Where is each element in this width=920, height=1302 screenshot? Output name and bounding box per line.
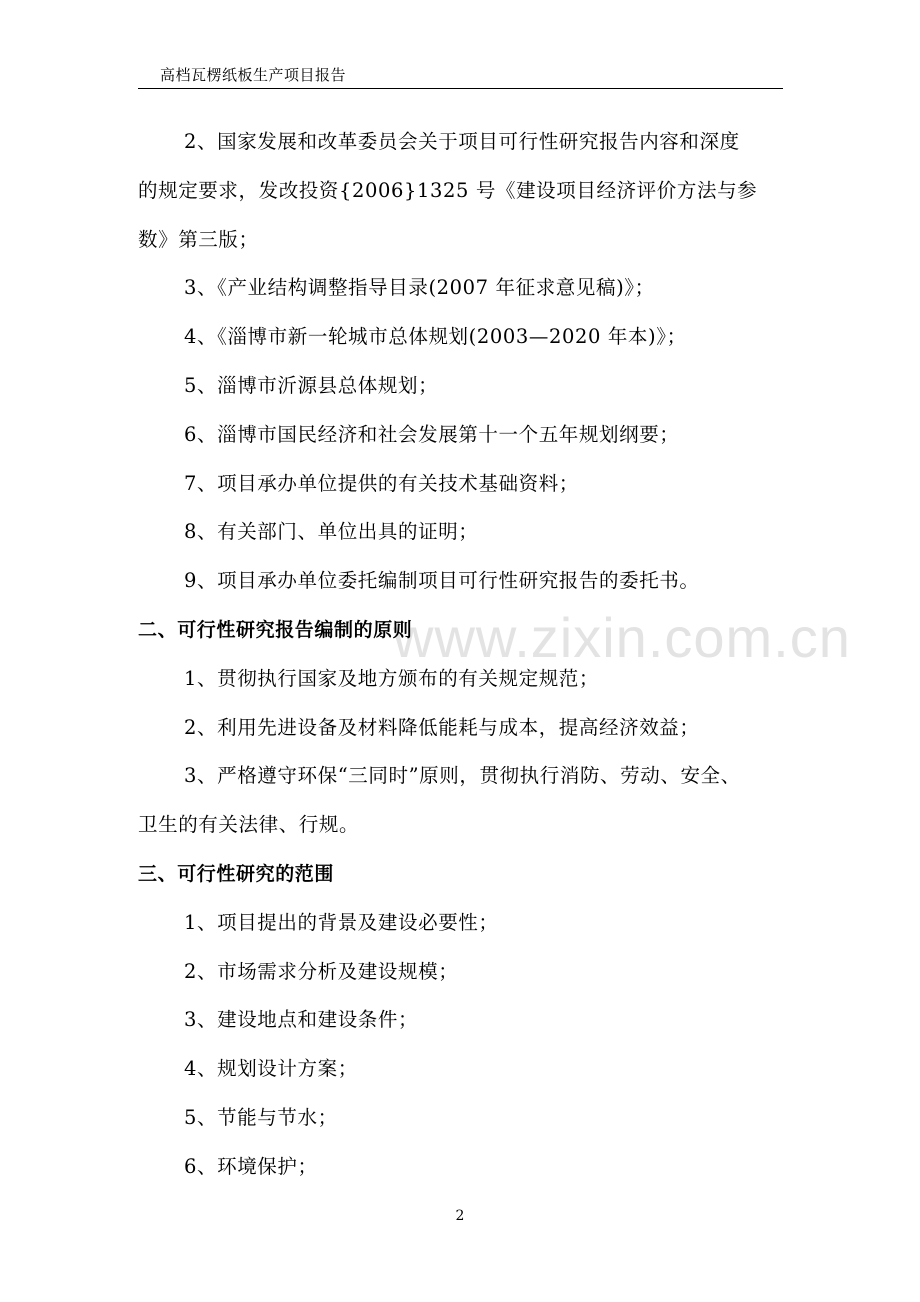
principle-item-2: 2、利用先进设备及材料降低能耗与成本，提高经济效益； (184, 715, 700, 739)
running-header: 高档瓦楞纸板生产项目报告 (160, 66, 347, 84)
scope-item-4: 4、规划设计方案； (184, 1057, 358, 1081)
basis-item-7: 7、项目承办单位提供的有关技术基础资料； (184, 471, 579, 495)
basis-item-3: 3、《产业结构调整指导目录(2007 年征求意见稿)》； (184, 276, 655, 300)
header-divider (138, 88, 783, 89)
page-number: 2 (455, 1208, 465, 1224)
basis-item-2-line2: 的规定要求，发改投资{2006}1325 号《建设项目经济评价方法与参 (138, 178, 758, 202)
principle-item-3-line1: 3、严格遵守环保“三同时”原则，贯彻执行消防、劳动、安全、 (184, 764, 741, 788)
scope-item-5: 5、节能与节水； (184, 1105, 338, 1129)
principle-item-3-line2: 卫生的有关法律、行规。 (138, 813, 360, 837)
principle-item-1: 1、贯彻执行国家及地方颁布的有关规定规范； (184, 666, 600, 690)
watermark: www.zixin.com.cn (393, 606, 851, 669)
basis-item-8: 8、有关部门、单位出具的证明； (184, 520, 479, 544)
basis-item-9: 9、项目承办单位委托编制项目可行性研究报告的委托书。 (184, 569, 700, 593)
basis-item-2-line3: 数》第三版； (138, 227, 259, 251)
scope-item-2: 2、市场需求分析及建设规模； (184, 959, 459, 983)
basis-item-4: 4、《淄博市新一轮城市总体规划(2003—2020 年本)》； (184, 325, 687, 349)
section-heading-scope: 三、可行性研究的范围 (138, 862, 335, 885)
scope-item-1: 1、项目提出的背景及建设必要性； (184, 910, 499, 934)
basis-item-2-line1: 2、国家发展和改革委员会关于项目可行性研究报告内容和深度 (184, 130, 740, 153)
scope-item-6: 6、环境保护； (184, 1154, 318, 1178)
basis-item-5: 5、淄博市沂源县总体规划； (184, 373, 439, 397)
section-heading-principles: 二、可行性研究报告编制的原则 (138, 618, 413, 641)
document-body (138, 118, 788, 1192)
scope-item-3: 3、建设地点和建设条件； (184, 1008, 419, 1032)
basis-item-6: 6、淄博市国民经济和社会发展第十一个五年规划纲要； (184, 422, 680, 446)
